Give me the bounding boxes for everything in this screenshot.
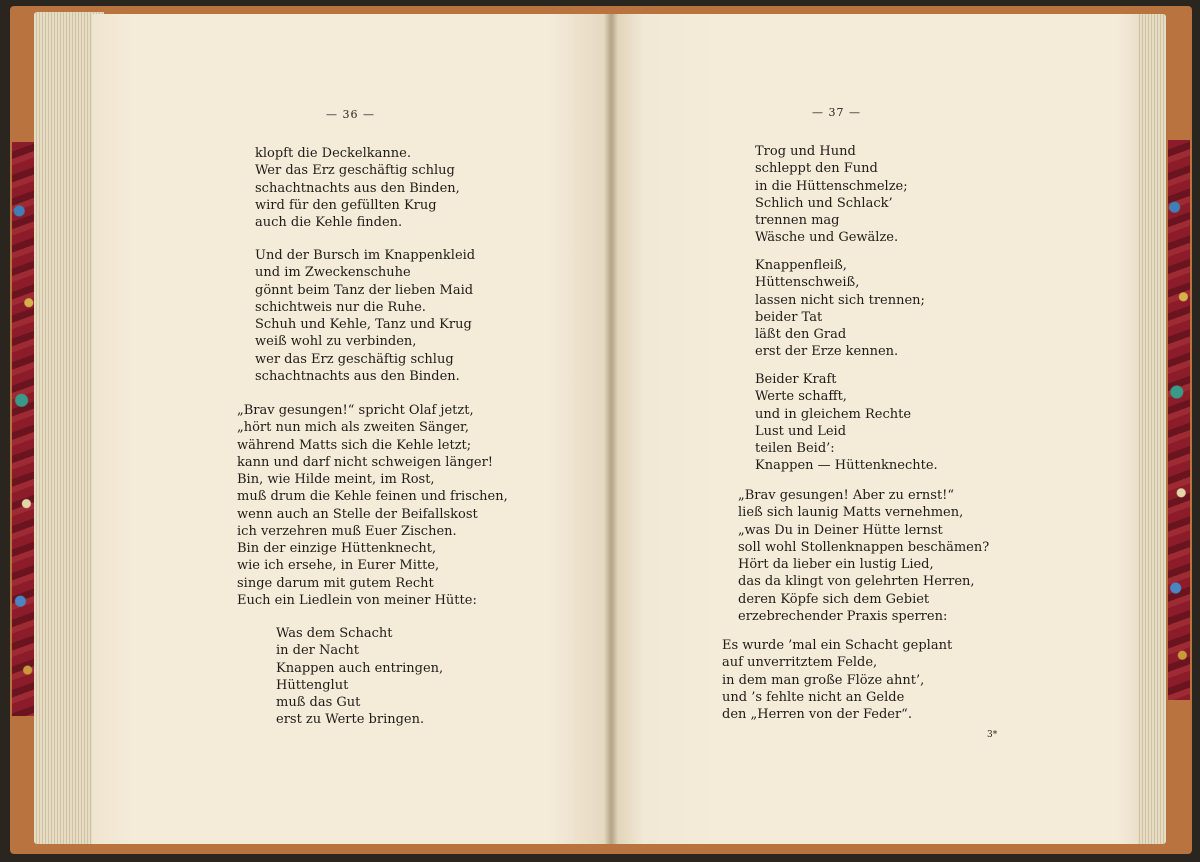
verse-line: Wer das Erz geschäftig schlug	[255, 163, 455, 179]
verse-line: muß das Gut	[276, 695, 361, 710]
right-stanza-3	[755, 371, 938, 475]
verse-line: schichtweis nur die Ruhe.	[255, 299, 426, 315]
marbled-endpaper-right	[1168, 140, 1190, 700]
right-stanza-4	[738, 487, 989, 625]
verse-line: den „Herren von der Feder“.	[722, 707, 912, 722]
marbled-endpaper-left	[12, 142, 36, 716]
right-stanza-2	[755, 257, 925, 361]
verse-line: soll wohl Stollenknappen beschämen?	[738, 539, 990, 555]
verse-line: lassen nicht sich trennen;	[755, 292, 925, 308]
verse-line: Werte schafft,	[755, 389, 847, 405]
verse-line: kann und darf nicht schweigen länger!	[237, 454, 494, 470]
verse-line: gönnt beim Tanz der lieben Maid	[255, 282, 474, 298]
verse-line: wenn auch an Stelle der Beifallskost	[237, 506, 478, 522]
verse-line: „Brav gesungen!“ spricht Olaf jetzt,	[237, 403, 474, 418]
verse-line: und in gleichem Rechte	[755, 406, 912, 422]
book-gutter	[604, 14, 618, 844]
verse-line: erzebrechender Praxis sperren:	[738, 608, 948, 624]
verse-line: und im Zweckenschuhe	[255, 265, 411, 281]
verse-line: auch die Kehle finden.	[255, 215, 403, 230]
verse-line: weiß wohl zu verbinden,	[255, 334, 417, 350]
verse-line: das da klingt von gelehrten Herren,	[738, 574, 975, 590]
verse-line: Hört da lieber ein lustig Lied,	[738, 557, 934, 572]
verse-line: klopft die Deckelkanne.	[255, 146, 411, 161]
verse-line: Beider Kraft	[755, 372, 837, 387]
verse-line: Bin, wie Hilde meint, im Rost,	[237, 472, 435, 487]
verse-line: Trog und Hund	[755, 144, 856, 159]
verse-line: deren Köpfe sich dem Gebiet	[738, 591, 930, 607]
verse-line: Schuh und Kehle, Tanz und Krug	[255, 317, 472, 332]
left-stanza-2	[255, 247, 475, 385]
verse-line: teilen Beid’:	[755, 441, 835, 456]
verse-line: läßt den Grad	[755, 327, 847, 342]
verse-line: während Matts sich die Kehle letzt;	[237, 437, 472, 453]
verse-line: erst der Erze kennen.	[755, 344, 899, 360]
verse-line: in die Hüttenschmelze;	[755, 178, 908, 194]
verse-line: wird für den gefüllten Krug	[255, 197, 437, 213]
verse-line: singe darum mit gutem Recht	[237, 575, 434, 591]
verse-line: ließ sich launig Matts vernehmen,	[738, 505, 964, 521]
verse-line: wer das Erz geschäftig schlug	[255, 351, 454, 367]
verse-line: Was dem Schacht	[276, 626, 393, 641]
verse-line: Knappenfleiß,	[755, 258, 847, 273]
verse-line: in dem man große Flöze ahnt’,	[722, 672, 925, 688]
verse-line: ich verzehren muß Euer Zischen.	[237, 523, 457, 539]
left-stanza-3	[237, 402, 508, 609]
verse-line: wie ich ersehe, in Eurer Mitte,	[237, 558, 440, 574]
verse-line: und ’s fehlte nicht an Gelde	[722, 689, 905, 705]
verse-line: trennen mag	[755, 213, 840, 228]
verse-line: beider Tat	[755, 309, 823, 325]
verse-line: „hört nun mich als zweiten Sänger,	[237, 420, 469, 436]
verse-line: Hüttenschweiß,	[755, 275, 860, 291]
verse-line: Knappen auch entringen,	[276, 660, 444, 676]
verse-line: „Brav gesungen! Aber zu ernst!“	[738, 488, 955, 503]
verse-line: in der Nacht	[276, 643, 360, 659]
verse-line: schleppt den Fund	[755, 161, 878, 177]
verse-line: schachtnachts aus den Binden.	[255, 368, 460, 384]
right-stanza-5	[722, 637, 952, 723]
verse-line: Hüttenglut	[276, 677, 349, 693]
verse-line: „was Du in Deiner Hütte lernst	[738, 522, 943, 538]
verse-line: schachtnachts aus den Binden,	[255, 180, 460, 196]
verse-line: Knappen — Hüttenknechte.	[755, 458, 938, 474]
verse-line: muß drum die Kehle feinen und frischen,	[237, 489, 508, 505]
verse-line: Und der Bursch im Knappenkleid	[255, 248, 476, 263]
page-number-right: — 37 —	[812, 106, 861, 119]
right-stanza-1	[755, 143, 908, 247]
verse-line: Wäsche und Gewälze.	[755, 230, 899, 246]
signature-mark: 3*	[987, 730, 998, 740]
verse-line: erst zu Werte bringen.	[276, 712, 425, 728]
page-number-left: — 36 —	[326, 108, 375, 121]
left-stanza-4	[276, 625, 443, 729]
verse-line: auf unverritztem Felde,	[722, 655, 878, 671]
verse-line: Lust und Leid	[755, 423, 847, 439]
verse-line: Schlich und Schlack’	[755, 195, 893, 211]
verse-line: Euch ein Liedlein von meiner Hütte:	[237, 592, 477, 608]
left-stanza-1	[255, 145, 460, 231]
verse-line: Es wurde ’mal ein Schacht geplant	[722, 638, 953, 653]
verse-line: Bin der einzige Hüttenknecht,	[237, 541, 437, 556]
